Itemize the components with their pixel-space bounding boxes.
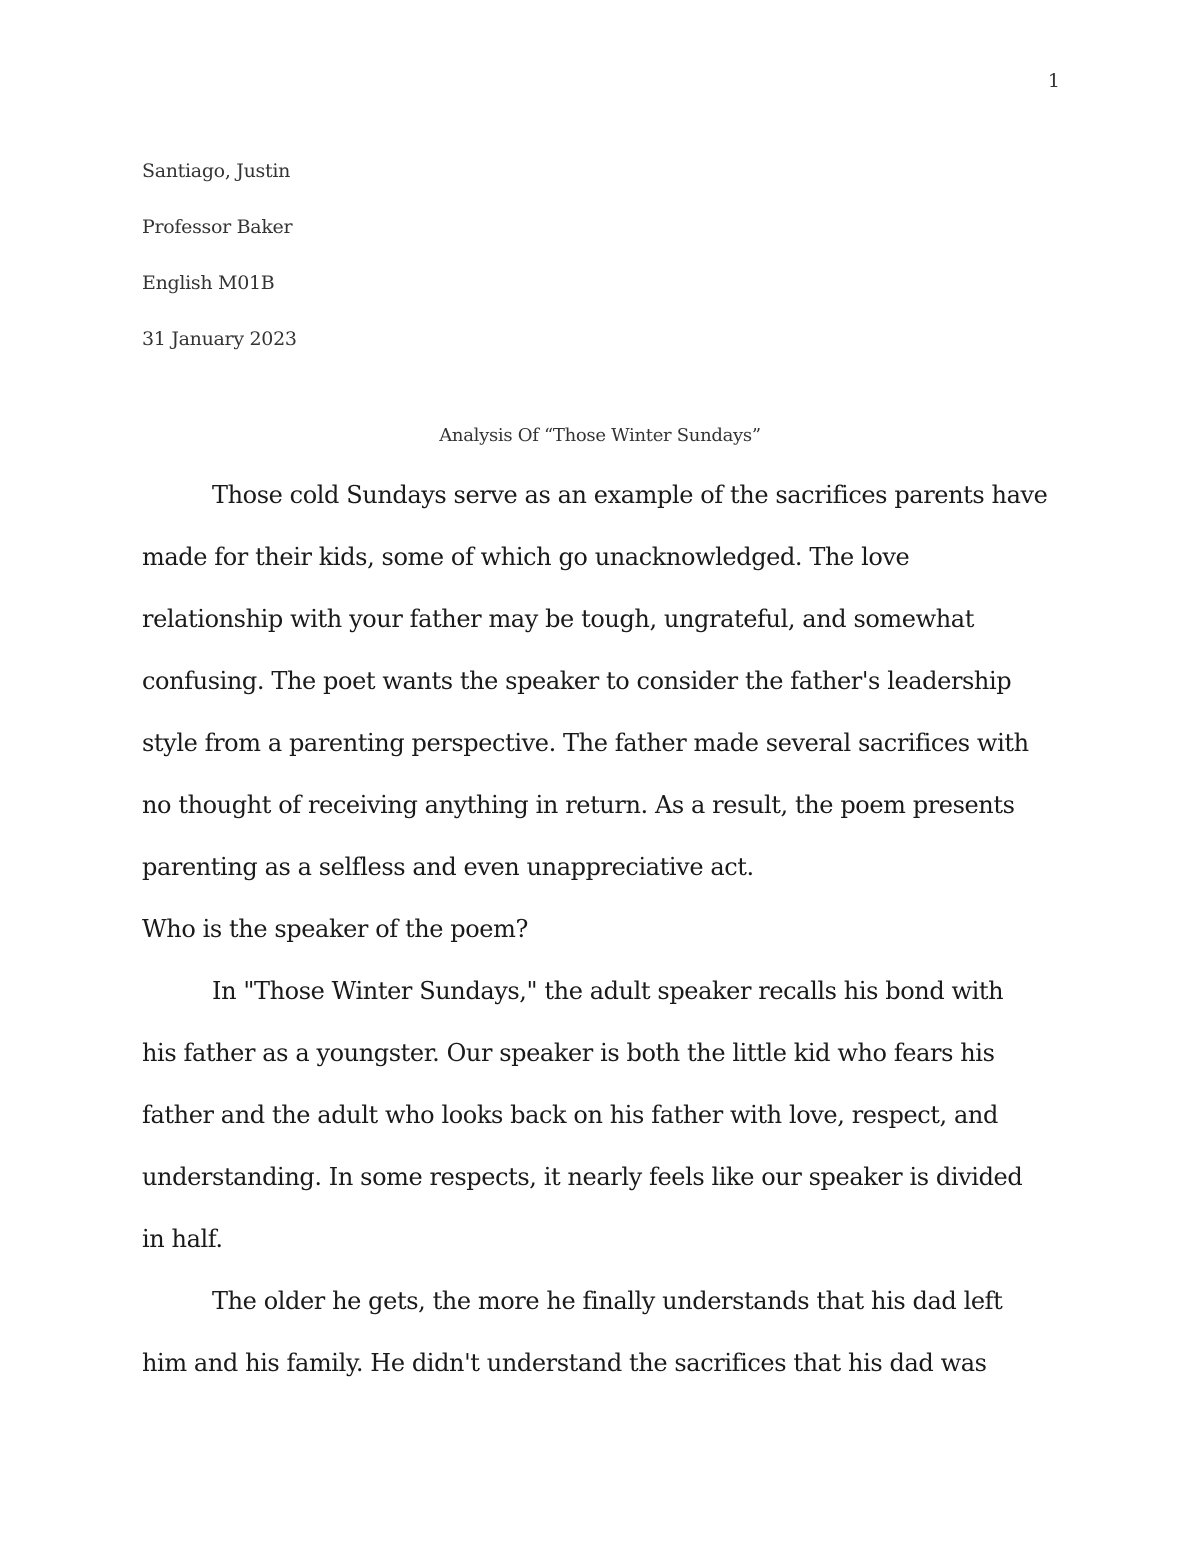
- essay-date: 31 January 2023: [142, 328, 297, 350]
- mla-heading: [142, 143, 297, 367]
- paragraph-line: him and his family. He didn't understand the sacrifices that his dad was: [142, 1349, 987, 1377]
- paragraph-line: parenting as a selfless and even unappreciative act.: [142, 853, 754, 881]
- paragraph-line: Those cold Sundays serve as an example of the sacrifices parents have: [212, 481, 1048, 509]
- paragraph-line: relationship with your father may be tough, ungrateful, and somewhat: [142, 605, 974, 633]
- essay-body: [142, 464, 1062, 1394]
- course-name: English M01B: [142, 272, 275, 294]
- paragraph-line: style from a parenting perspective. The father made several sacrifices with: [142, 729, 1029, 757]
- paragraph-line: no thought of receiving anything in return. As a result, the poem presents: [142, 791, 1015, 819]
- professor-name: Professor Baker: [142, 216, 293, 238]
- paragraph-line: father and the adult who looks back on his father with love, respect, and: [142, 1101, 998, 1129]
- student-name: Santiago, Justin: [142, 160, 291, 182]
- paragraph-line: made for their kids, some of which go unacknowledged. The love: [142, 543, 910, 571]
- paragraph-line: In "Those Winter Sundays," the adult speaker recalls his bond with: [212, 977, 1004, 1005]
- paragraph-line: confusing. The poet wants the speaker to consider the father's leadership: [142, 667, 1012, 695]
- paragraph-line: in half.: [142, 1225, 223, 1253]
- paragraph-line: understanding. In some respects, it nearly feels like our speaker is divided: [142, 1163, 1023, 1191]
- section-question: Who is the speaker of the poem?: [142, 915, 528, 943]
- paragraph-line: The older he gets, the more he finally understands that his dad left: [212, 1287, 1003, 1315]
- paragraph-line: his father as a youngster. Our speaker is both the little kid who fears his: [142, 1039, 995, 1067]
- page-number: 1: [1047, 70, 1060, 92]
- essay-title: Analysis Of “Those Winter Sundays”: [439, 425, 761, 446]
